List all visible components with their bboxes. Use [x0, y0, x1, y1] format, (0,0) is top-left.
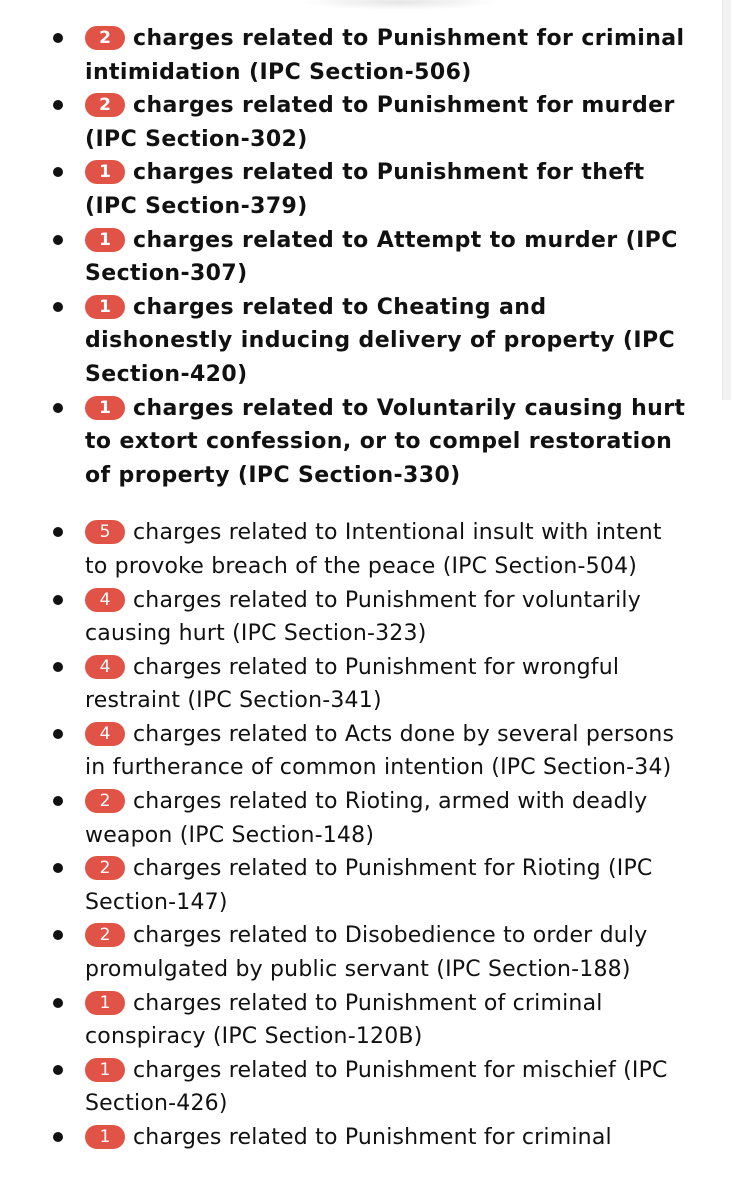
bullet-icon — [53, 1065, 63, 1075]
bullet-icon — [53, 33, 63, 43]
charge-text: charges related to Voluntarily causing hurt to extort confession, or to compel restoration of property (IPC Section-330) — [85, 395, 686, 488]
list-item — [0, 651, 731, 718]
bullet-icon — [53, 100, 63, 110]
bullet-icon — [53, 930, 63, 940]
count-badge: 4 — [85, 588, 125, 612]
list-item — [0, 392, 731, 493]
list-item — [0, 852, 731, 919]
count-badge: 1 — [85, 396, 125, 420]
list-item — [0, 22, 731, 89]
list-item — [0, 1121, 731, 1155]
charge-text: charges related to Punishment for wrongful restraint (IPC Section-341) — [85, 654, 620, 714]
charge-text: charges related to Cheating and dishonestly inducing delivery of property (IPC Section-420) — [85, 294, 676, 387]
bullet-icon — [53, 595, 63, 605]
list-item — [0, 1054, 731, 1121]
list-item — [0, 89, 731, 156]
count-badge: 2 — [85, 789, 125, 813]
count-badge: 2 — [85, 923, 125, 947]
count-badge: 2 — [85, 93, 125, 117]
charge-text: charges related to Punishment for criminal intimidation (IPC Section-506) — [85, 26, 685, 85]
group-divider — [0, 492, 731, 516]
bullet-icon — [53, 167, 63, 177]
charge-text: charges related to Rioting, armed with deadly weapon (IPC Section-148) — [85, 789, 648, 848]
bullet-icon — [53, 302, 63, 312]
charge-text: charges related to Punishment for Rioting (IPC Section-147) — [85, 856, 653, 915]
bullet-icon — [53, 998, 63, 1008]
count-badge: 2 — [85, 856, 125, 880]
bullet-icon — [53, 662, 63, 672]
charge-text: charges related to Punishment for theft (IPC Section-379) — [85, 160, 645, 219]
list-item — [0, 785, 731, 852]
bullet-icon — [53, 1132, 63, 1142]
count-badge: 5 — [85, 520, 125, 544]
count-badge: 1 — [85, 991, 125, 1015]
count-badge: 1 — [85, 228, 125, 252]
charge-text: charges related to Acts done by several persons in furtherance of common intention (IPC Section-34) — [85, 721, 675, 781]
charge-text: charges related to Disobedience to order duly promulgated by public servant (IPC Section-188) — [85, 923, 648, 983]
bullet-icon — [53, 403, 63, 413]
bullet-icon — [53, 729, 63, 739]
count-badge: 1 — [85, 1058, 125, 1082]
charge-text: charges related to Attempt to murder (IPC Section-307) — [85, 227, 678, 287]
list-item — [0, 584, 731, 651]
list-item — [0, 224, 731, 291]
charge-text: charges related to Intentional insult with intent to provoke breach of the peace (IPC Section-504) — [85, 520, 662, 579]
charge-text: charges related to Punishment of criminal conspiracy (IPC Section-120B) — [85, 990, 603, 1050]
list-item — [0, 156, 731, 223]
count-badge: 4 — [85, 722, 125, 746]
list-item — [0, 291, 731, 392]
list-item — [0, 516, 731, 583]
charge-text: charges related to Punishment for voluntarily causing hurt (IPC Section-323) — [85, 587, 641, 647]
charge-text: charges related to Punishment for mischief (IPC Section-426) — [85, 1057, 668, 1117]
count-badge: 1 — [85, 295, 125, 319]
count-badge: 2 — [85, 26, 125, 50]
charge-text: charges related to Punishment for criminal — [133, 1125, 612, 1150]
count-badge: 1 — [85, 160, 125, 184]
charges-list — [0, 22, 731, 1155]
list-item — [0, 718, 731, 785]
count-badge: 4 — [85, 655, 125, 679]
bullet-icon — [53, 863, 63, 873]
bullet-icon — [53, 235, 63, 245]
count-badge: 1 — [85, 1125, 125, 1149]
list-item — [0, 987, 731, 1054]
bullet-icon — [53, 796, 63, 806]
bullet-icon — [53, 527, 63, 537]
header-shadow — [300, 0, 500, 10]
list-item — [0, 919, 731, 986]
charge-text: charges related to Punishment for murder (IPC Section-302) — [85, 93, 675, 152]
